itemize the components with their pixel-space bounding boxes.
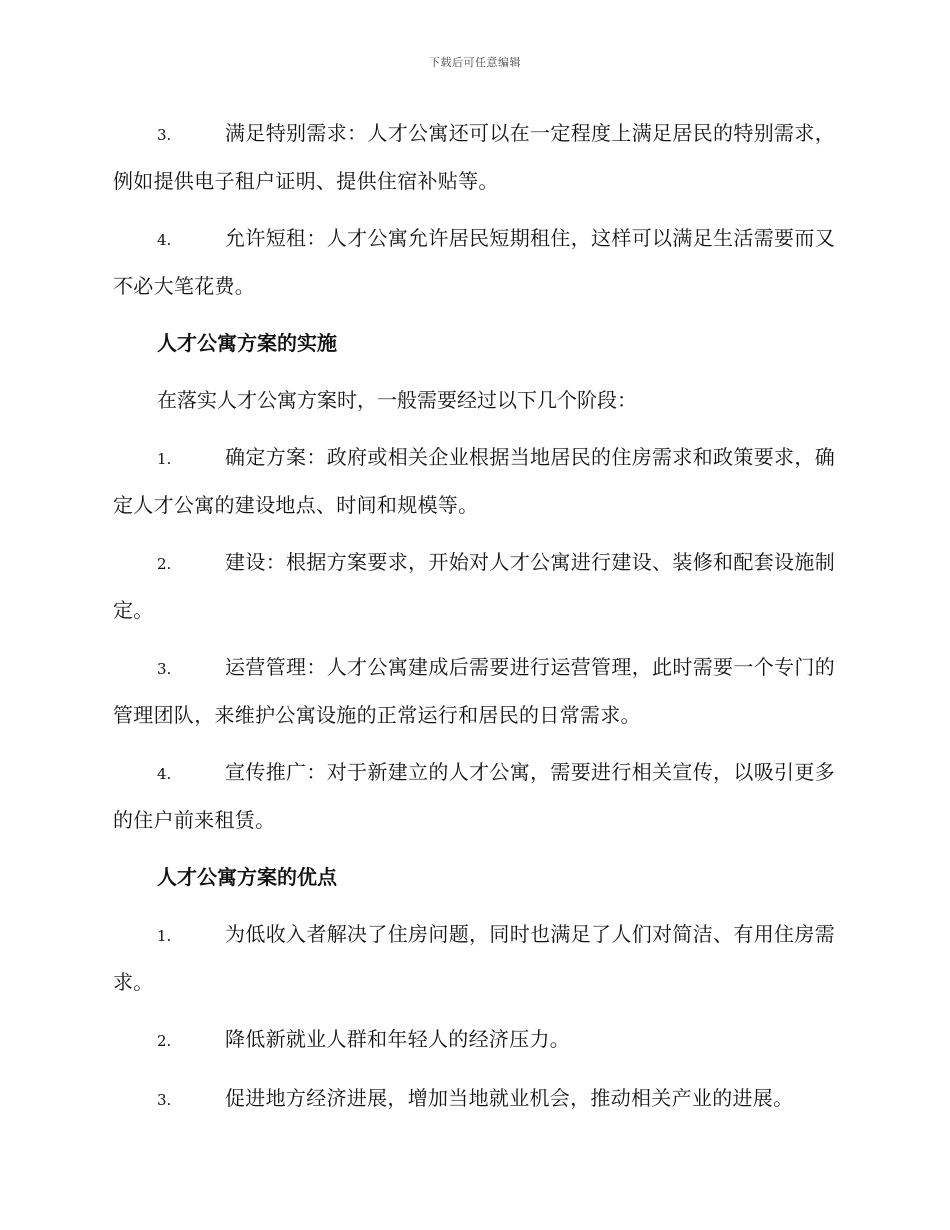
list-item — [113, 110, 835, 204]
list-text: 建设：根据方案要求，开始对人才公寓进行建设、装修和配套设施制定。 — [113, 550, 835, 622]
list-text: 促进地方经济进展，增加当地就业机会，推动相关产业的进展。 — [225, 1086, 794, 1110]
list-item — [113, 911, 835, 1005]
header-note: 下载后可任意编辑 — [429, 56, 521, 69]
list-number: 2. — [157, 555, 172, 573]
list-text: 宣传推广：对于新建立的人才公寓，需要进行相关宣传，以吸引更多的住户前来租赁。 — [113, 760, 835, 832]
list-text: 运营管理：人才公寓建成后需要进行运营管理，此时需要一个专门的管理团队，来维护公寓设施的正常运行和居民的日常需求。 — [113, 655, 835, 727]
section-heading-implementation: 人才公寓方案的实施 — [157, 331, 337, 355]
list-item — [113, 434, 835, 528]
list-number: 4. — [157, 231, 172, 249]
list-number: 3. — [157, 126, 172, 144]
list-text: 降低新就业人群和年轻人的经济压力。 — [225, 1027, 571, 1051]
list-number: 1. — [157, 927, 172, 945]
list-number: 2. — [157, 1032, 172, 1050]
list-number: 4. — [157, 765, 172, 783]
list-number: 3. — [157, 660, 172, 678]
document-body — [113, 110, 835, 1134]
list-text: 满足特别需求：人才公寓还可以在一定程度上满足居民的特别需求，例如提供电子租户证明、提供住宿补贴等。 — [113, 121, 835, 193]
section-heading-advantages: 人才公寓方案的优点 — [157, 865, 337, 889]
list-item — [113, 1075, 835, 1123]
list-item — [113, 215, 835, 309]
list-item — [113, 749, 835, 843]
list-text: 为低收入者解决了住房问题，同时也满足了人们对简洁、有用住房需求。 — [113, 922, 835, 994]
list-item — [113, 539, 835, 633]
list-number: 3. — [157, 1091, 172, 1109]
list-text: 确定方案：政府或相关企业根据当地居民的住房需求和政策要求，确定人才公寓的建设地点、时间和规模等。 — [113, 445, 835, 517]
list-item — [113, 1016, 835, 1064]
intro-paragraph: 在落实人才公寓方案时，一般需要经过以下几个阶段： — [157, 388, 637, 412]
list-text: 允许短租：人才公寓允许居民短期租住，这样可以满足生活需要而又不必大笔花费。 — [113, 226, 835, 298]
list-number: 1. — [157, 450, 172, 468]
list-item — [113, 644, 835, 738]
